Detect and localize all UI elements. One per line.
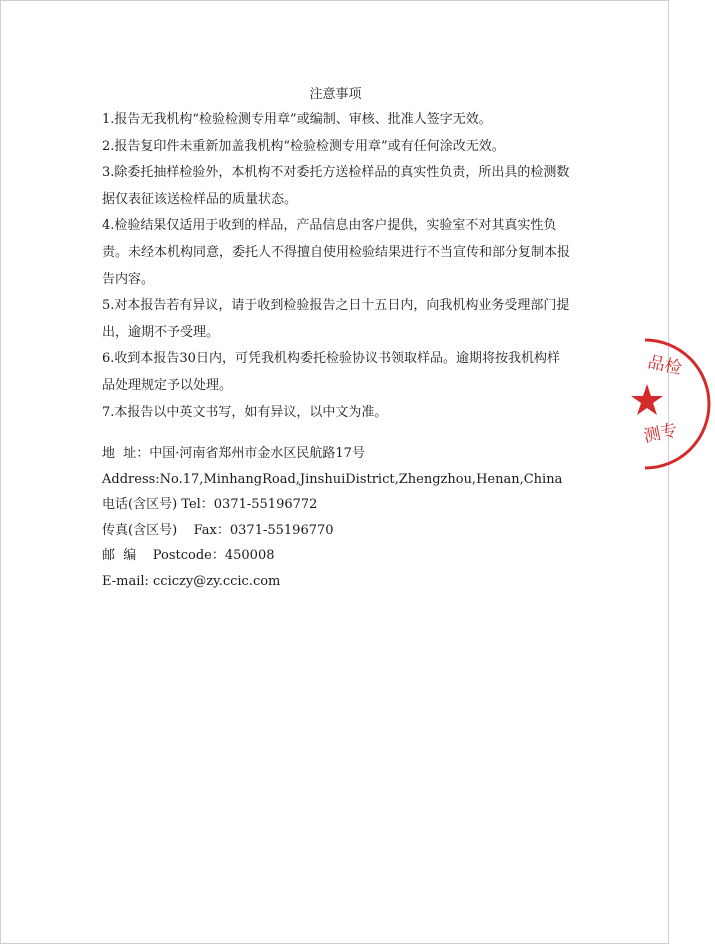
notice-item-2: 2.报告复印件未重新加盖我机构“检验检测专用章”或有任何涂改无效。 [102, 138, 505, 154]
notice-item-1: 1.报告无我机构“检验检测专用章”或编制、审核、批准人签字无效。 [102, 112, 492, 127]
postcode-line: 邮 编 Postcode：450008 [102, 548, 275, 563]
notice-item-4: 4.检验结果仅适用于收到的样品，产品信息由客户提供，实验室不对其真实性负责。未经本机构同意，委托人不得擅自使用检验结果进行不当宣传和部分复制本报告内容。 [102, 218, 571, 287]
notice-item-3: 3.除委托抽样检验外，本机构不对委托方送检样品的真实性负责，所出具的检测数据仅表征该送检样品的质量状态。 [102, 165, 570, 207]
contact-block [102, 441, 582, 594]
seal-text-top: 品检 [645, 352, 684, 379]
seal-star-icon [631, 384, 663, 415]
email-line: E-mail: cciczy@zy.ccic.com [102, 573, 281, 589]
address-cn: 地 址：中国·河南省郑州市金水区民航路17号 [102, 446, 365, 461]
tel-line: 电话(含区号) Tel：0371-55196772 [102, 497, 318, 512]
notice-item-5: 5.对本报告若有异议，请于收到检验报告之日十五日内，向我机构业务受理部门提出，逾期不予受理。 [102, 298, 570, 340]
inspection-seal-stamp [625, 334, 715, 474]
notice-list [102, 107, 572, 426]
fax-line: 传真(含区号) Fax：0371-55196770 [102, 522, 334, 538]
address-en: Address:No.17,MinhangRoad,JinshuiDistrict,Zhengzhou,Henan,China [102, 471, 563, 487]
seal-text-bottom: 测专 [641, 420, 680, 447]
notice-item-7: 7.本报告以中英文书写，如有异议，以中文为准。 [102, 404, 388, 420]
notice-title: 注意事项 [309, 87, 362, 102]
notice-item-6: 6.收到本报告30日内，可凭我机构委托检验协议书领取样品。逾期将按我机构样品处理规定予以处理。 [102, 351, 560, 393]
